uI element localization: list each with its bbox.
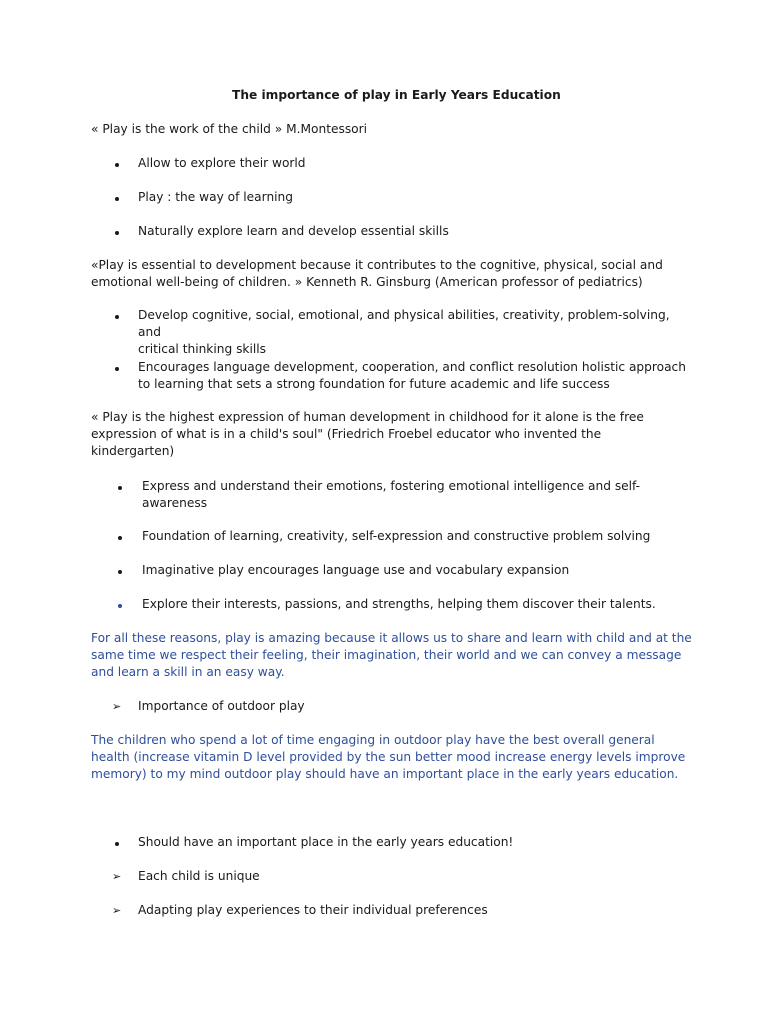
quote-ginsburg-line: «Play is essential to development because it contributes to the cognitive, physical, social and xyxy=(91,258,663,272)
arrow-bullet-icon: ➢ xyxy=(112,870,122,883)
outdoor-paragraph-line: memory) to my mind outdoor play should have an important place in the early years education. xyxy=(91,767,679,781)
arrow-bullet-icon: ➢ xyxy=(112,904,122,917)
bullet-icon xyxy=(115,562,129,579)
quote-montessori: « Play is the work of the child » M.Montessori xyxy=(91,122,368,136)
quote-froebel-line: kindergarten) xyxy=(91,444,175,458)
bullet-icon xyxy=(115,528,129,545)
bullet-icon xyxy=(112,223,126,240)
document-title: The importance of play in Early Years Education xyxy=(232,88,561,102)
bullet-icon xyxy=(112,359,126,376)
bullet-icon xyxy=(115,478,129,495)
arrow-bullet-icon: ➢ xyxy=(112,700,122,713)
bullet-icon xyxy=(112,189,126,206)
quote-froebel-line: expression of what is in a child's soul" (Friedrich Froebel educator who invented the xyxy=(91,427,602,441)
bullet-icon xyxy=(112,307,126,324)
conclusion-line: For all these reasons, play is amazing because it allows us to share and learn with child and at the xyxy=(91,631,692,645)
conclusion-line: same time we respect their feeling, their imagination, their world and we can convey a message xyxy=(91,648,682,662)
conclusion-line: and learn a skill in an easy way. xyxy=(91,665,285,679)
outdoor-paragraph-line: The children who spend a lot of time engaging in outdoor play have the best overall general xyxy=(91,733,655,747)
bullet-icon xyxy=(112,155,126,172)
bullet-icon xyxy=(115,596,129,613)
document-page: The importance of play in Early Years Education « Play is the work of the child » M.Montessori Allow to explore their world Play : the way of learning Naturally explore learn and develop essential skills «Play is essential to development because it contributes to the cognitive, physical, social and emotional well-being of children. » Kenneth R. Ginsburg (American professor of pediatrics) Develop cognitive, social, emotional, and physical abilities, creativity, problem-solving, and critical thinking skills Encourages language development, cooperation, and conflict resolution holistic approach to learning that sets a strong foundation for future academic and life success « Play is the highest expression of human development in childhood for it alone is the free expression of what is in a child's soul" (Friedrich Froebel educator who invented the kindergarten) Express and understand their emotions, fostering emotional intelligence and self- awareness Foundation of learning, creativity, self-expression and constructive problem solving Imaginative play encourages language use and vocabulary expansion Explore their interests, passions, and strengths, helping them discover their talents. For all these reasons, play is amazing because it allows us to share and learn with child and at the same time we respect their feeling, their imagination, their world and we can convey a message and learn a skill in an easy way. ➢ Importance of outdoor play The children who spend a lot of time engaging in outdoor play have the best overall general health (increase vitamin D level provided by the sun better mood increase energy levels improve memory) to my mind outdoor play should have an important place in the early years education. Should have an important place in the early years education! ➢ Each child is unique ➢ Adapting play experiences to their individual preferences xyxy=(91,88,692,917)
quote-ginsburg-line: emotional well-being of children. » Kenneth R. Ginsburg (American professor of pediatrics) xyxy=(91,275,643,289)
quote-froebel-line: « Play is the highest expression of human development in childhood for it alone is the free xyxy=(91,410,644,424)
bullet-icon xyxy=(112,834,126,851)
outdoor-paragraph-line: health (increase vitamin D level provided by the sun better mood increase energy levels improve xyxy=(91,750,686,764)
